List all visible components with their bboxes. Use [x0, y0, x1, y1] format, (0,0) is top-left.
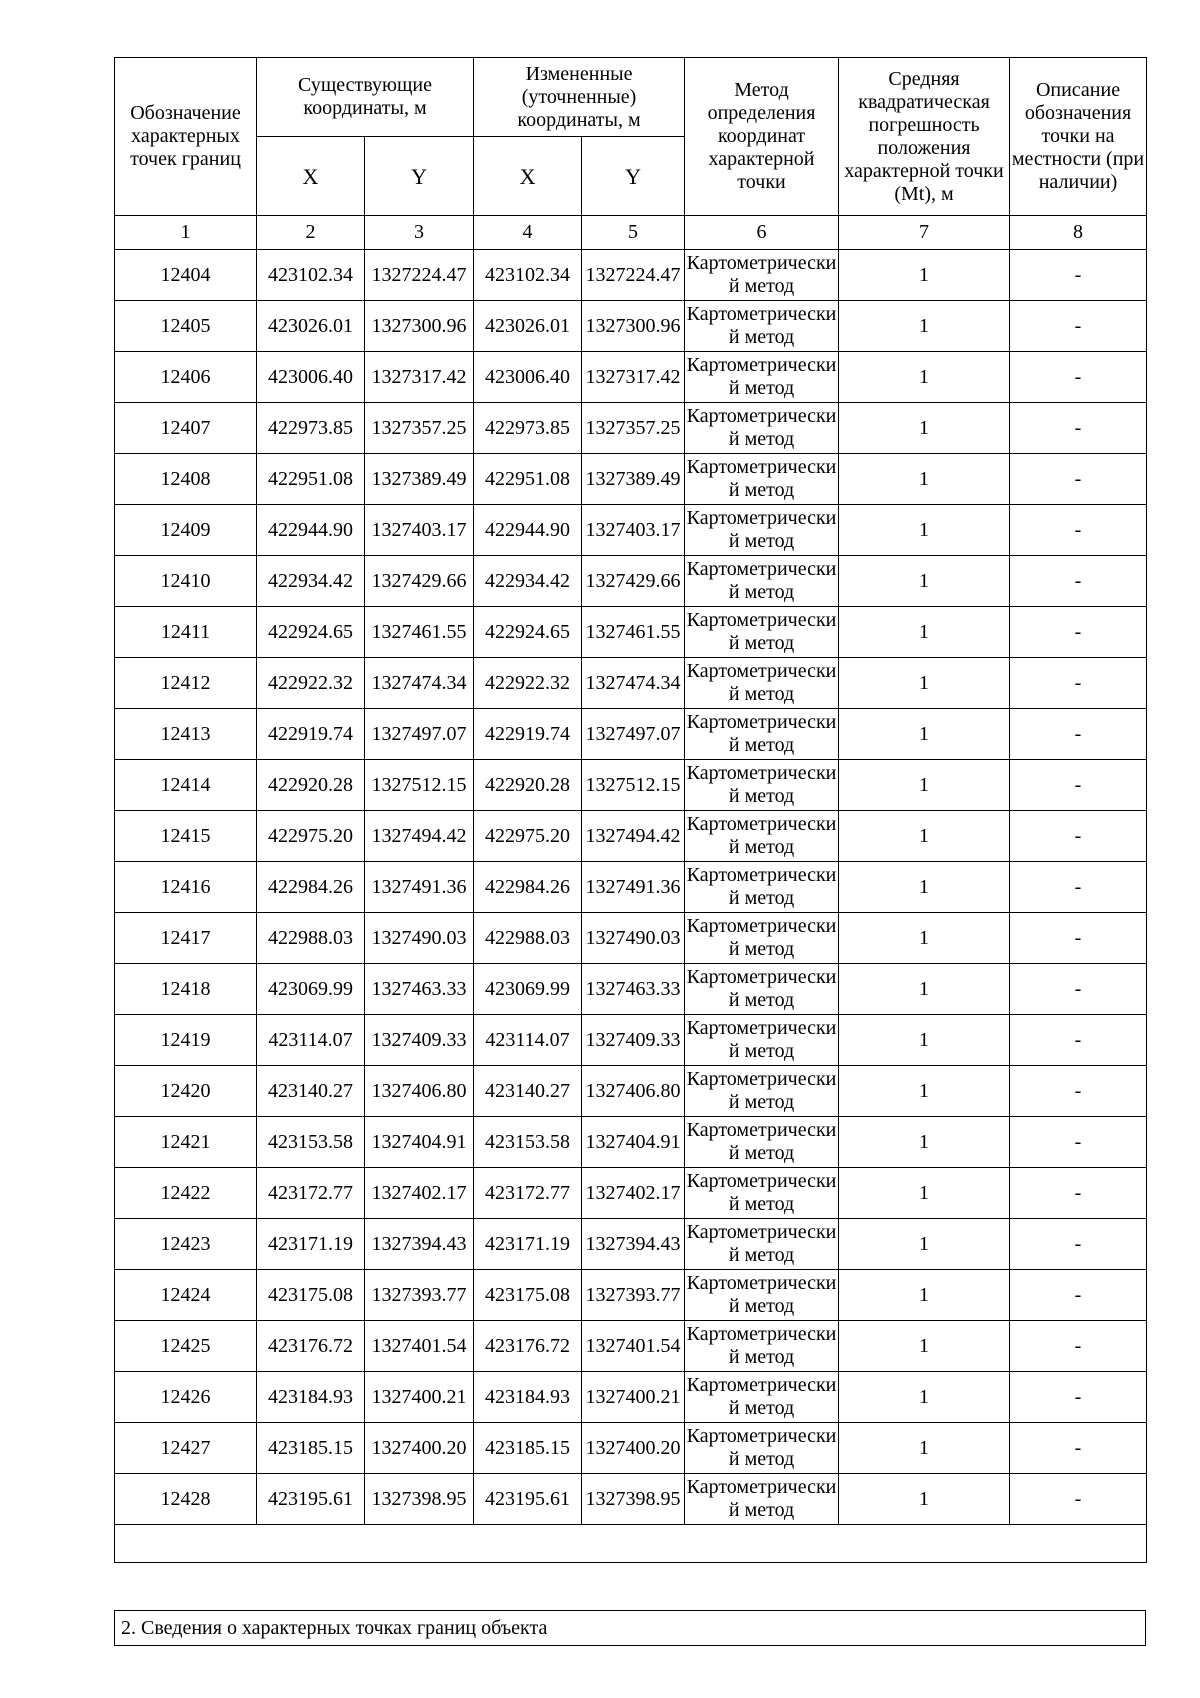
- table-row: [115, 1168, 1147, 1219]
- description-cell: -: [1010, 454, 1147, 505]
- existing-x-cell: 423102.34: [257, 250, 365, 301]
- existing-y-cell: 1327357.25: [365, 403, 474, 454]
- point-id-cell: 12426: [115, 1372, 257, 1423]
- existing-y-cell: 1327394.43: [365, 1219, 474, 1270]
- point-id-cell: 12412: [115, 658, 257, 709]
- method-cell: Картометрический метод: [685, 1423, 839, 1474]
- method-cell: Картометрический метод: [685, 1015, 839, 1066]
- changed-x-cell: 423102.34: [474, 250, 582, 301]
- header-existing-y: Y: [365, 137, 474, 216]
- existing-y-cell: 1327429.66: [365, 556, 474, 607]
- description-cell: -: [1010, 811, 1147, 862]
- changed-y-cell: 1327400.20: [582, 1423, 685, 1474]
- existing-y-cell: 1327404.91: [365, 1117, 474, 1168]
- table-row: [115, 760, 1147, 811]
- existing-x-cell: 423114.07: [257, 1015, 365, 1066]
- changed-x-cell: 422975.20: [474, 811, 582, 862]
- changed-x-cell: 422920.28: [474, 760, 582, 811]
- existing-y-cell: 1327491.36: [365, 862, 474, 913]
- method-cell: Картометрический метод: [685, 760, 839, 811]
- changed-y-cell: 1327400.21: [582, 1372, 685, 1423]
- changed-x-cell: 423171.19: [474, 1219, 582, 1270]
- existing-y-cell: 1327494.42: [365, 811, 474, 862]
- changed-x-cell: 422944.90: [474, 505, 582, 556]
- header-existing-x: X: [257, 137, 365, 216]
- changed-y-cell: 1327429.66: [582, 556, 685, 607]
- table-row: [115, 1219, 1147, 1270]
- description-cell: -: [1010, 1321, 1147, 1372]
- changed-x-cell: 422973.85: [474, 403, 582, 454]
- method-cell: Картометрический метод: [685, 556, 839, 607]
- point-id-cell: 12407: [115, 403, 257, 454]
- description-cell: -: [1010, 1372, 1147, 1423]
- changed-x-cell: 422984.26: [474, 862, 582, 913]
- description-cell: -: [1010, 1015, 1147, 1066]
- accuracy-cell: 1: [839, 811, 1010, 862]
- changed-y-cell: 1327491.36: [582, 862, 685, 913]
- existing-x-cell: 422944.90: [257, 505, 365, 556]
- table-row: [115, 1474, 1147, 1525]
- existing-y-cell: 1327512.15: [365, 760, 474, 811]
- existing-y-cell: 1327400.21: [365, 1372, 474, 1423]
- existing-x-cell: 422951.08: [257, 454, 365, 505]
- point-id-cell: 12425: [115, 1321, 257, 1372]
- point-id-cell: 12419: [115, 1015, 257, 1066]
- method-cell: Картометрический метод: [685, 913, 839, 964]
- point-id-cell: 12414: [115, 760, 257, 811]
- table-row: [115, 1321, 1147, 1372]
- changed-x-cell: 423006.40: [474, 352, 582, 403]
- method-cell: Картометрический метод: [685, 1117, 839, 1168]
- table-row: [115, 913, 1147, 964]
- column-number: 1: [115, 216, 257, 250]
- point-id-cell: 12423: [115, 1219, 257, 1270]
- changed-x-cell: 423153.58: [474, 1117, 582, 1168]
- description-cell: -: [1010, 862, 1147, 913]
- accuracy-cell: 1: [839, 505, 1010, 556]
- existing-y-cell: 1327224.47: [365, 250, 474, 301]
- description-cell: -: [1010, 1117, 1147, 1168]
- changed-x-cell: 423195.61: [474, 1474, 582, 1525]
- existing-x-cell: 423069.99: [257, 964, 365, 1015]
- method-cell: Картометрический метод: [685, 1372, 839, 1423]
- existing-y-cell: 1327400.20: [365, 1423, 474, 1474]
- point-id-cell: 12417: [115, 913, 257, 964]
- existing-y-cell: 1327393.77: [365, 1270, 474, 1321]
- accuracy-cell: 1: [839, 1270, 1010, 1321]
- table-row: [115, 1066, 1147, 1117]
- changed-y-cell: 1327401.54: [582, 1321, 685, 1372]
- header-point-designation: Обозначение характерных точек границ: [115, 58, 257, 216]
- existing-x-cell: 422988.03: [257, 913, 365, 964]
- method-cell: Картометрический метод: [685, 301, 839, 352]
- header-changed-y: Y: [582, 137, 685, 216]
- description-cell: -: [1010, 250, 1147, 301]
- accuracy-cell: 1: [839, 1423, 1010, 1474]
- description-cell: -: [1010, 1423, 1147, 1474]
- existing-y-cell: 1327317.42: [365, 352, 474, 403]
- table-row: [115, 1372, 1147, 1423]
- column-number: 2: [257, 216, 365, 250]
- changed-x-cell: 422922.32: [474, 658, 582, 709]
- existing-y-cell: 1327389.49: [365, 454, 474, 505]
- existing-x-cell: 423176.72: [257, 1321, 365, 1372]
- table-row: [115, 403, 1147, 454]
- existing-x-cell: 423175.08: [257, 1270, 365, 1321]
- table-row: [115, 607, 1147, 658]
- point-id-cell: 12421: [115, 1117, 257, 1168]
- changed-y-cell: 1327463.33: [582, 964, 685, 1015]
- existing-y-cell: 1327406.80: [365, 1066, 474, 1117]
- existing-y-cell: 1327474.34: [365, 658, 474, 709]
- method-cell: Картометрический метод: [685, 1474, 839, 1525]
- accuracy-cell: 1: [839, 1474, 1010, 1525]
- changed-x-cell: 422924.65: [474, 607, 582, 658]
- changed-y-cell: 1327474.34: [582, 658, 685, 709]
- column-number: 8: [1010, 216, 1147, 250]
- point-id-cell: 12413: [115, 709, 257, 760]
- column-number: 7: [839, 216, 1010, 250]
- empty-cell: [115, 1525, 1147, 1563]
- description-cell: -: [1010, 403, 1147, 454]
- accuracy-cell: 1: [839, 760, 1010, 811]
- method-cell: Картометрический метод: [685, 658, 839, 709]
- description-cell: -: [1010, 1066, 1147, 1117]
- existing-y-cell: 1327402.17: [365, 1168, 474, 1219]
- changed-y-cell: 1327404.91: [582, 1117, 685, 1168]
- description-cell: -: [1010, 1270, 1147, 1321]
- changed-x-cell: 423176.72: [474, 1321, 582, 1372]
- existing-y-cell: 1327398.95: [365, 1474, 474, 1525]
- changed-y-cell: 1327409.33: [582, 1015, 685, 1066]
- existing-y-cell: 1327409.33: [365, 1015, 474, 1066]
- method-cell: Картометрический метод: [685, 454, 839, 505]
- table-body: [115, 250, 1147, 1525]
- method-cell: Картометрический метод: [685, 1270, 839, 1321]
- method-cell: Картометрический метод: [685, 862, 839, 913]
- point-id-cell: 12420: [115, 1066, 257, 1117]
- table-row: [115, 862, 1147, 913]
- accuracy-cell: 1: [839, 301, 1010, 352]
- accuracy-cell: 1: [839, 1066, 1010, 1117]
- accuracy-cell: 1: [839, 1168, 1010, 1219]
- method-cell: Картометрический метод: [685, 1219, 839, 1270]
- method-cell: Картометрический метод: [685, 964, 839, 1015]
- column-number: 3: [365, 216, 474, 250]
- existing-x-cell: 423153.58: [257, 1117, 365, 1168]
- existing-y-cell: 1327497.07: [365, 709, 474, 760]
- table-row: [115, 964, 1147, 1015]
- changed-x-cell: 423175.08: [474, 1270, 582, 1321]
- changed-x-cell: 422934.42: [474, 556, 582, 607]
- accuracy-cell: 1: [839, 1219, 1010, 1270]
- table-row: [115, 352, 1147, 403]
- table-row: [115, 505, 1147, 556]
- point-id-cell: 12406: [115, 352, 257, 403]
- changed-x-cell: 422951.08: [474, 454, 582, 505]
- changed-y-cell: 1327497.07: [582, 709, 685, 760]
- existing-y-cell: 1327490.03: [365, 913, 474, 964]
- accuracy-cell: 1: [839, 1372, 1010, 1423]
- changed-x-cell: 423185.15: [474, 1423, 582, 1474]
- changed-y-cell: 1327357.25: [582, 403, 685, 454]
- method-cell: Картометрический метод: [685, 1066, 839, 1117]
- changed-x-cell: 423114.07: [474, 1015, 582, 1066]
- accuracy-cell: 1: [839, 964, 1010, 1015]
- existing-x-cell: 422920.28: [257, 760, 365, 811]
- existing-y-cell: 1327401.54: [365, 1321, 474, 1372]
- changed-x-cell: 422988.03: [474, 913, 582, 964]
- existing-x-cell: 422973.85: [257, 403, 365, 454]
- accuracy-cell: 1: [839, 403, 1010, 454]
- point-id-cell: 12409: [115, 505, 257, 556]
- boundary-points-table: [114, 57, 1147, 1563]
- description-cell: -: [1010, 760, 1147, 811]
- accuracy-cell: 1: [839, 1321, 1010, 1372]
- point-id-cell: 12405: [115, 301, 257, 352]
- column-number: 5: [582, 216, 685, 250]
- table-row: [115, 1423, 1147, 1474]
- method-cell: Картометрический метод: [685, 250, 839, 301]
- method-cell: Картометрический метод: [685, 505, 839, 556]
- method-cell: Картометрический метод: [685, 811, 839, 862]
- header-method: Метод определения координат характерной точки: [685, 58, 839, 216]
- point-id-cell: 12415: [115, 811, 257, 862]
- existing-x-cell: 422919.74: [257, 709, 365, 760]
- accuracy-cell: 1: [839, 1015, 1010, 1066]
- changed-y-cell: 1327300.96: [582, 301, 685, 352]
- existing-x-cell: 423195.61: [257, 1474, 365, 1525]
- changed-x-cell: 423140.27: [474, 1066, 582, 1117]
- accuracy-cell: 1: [839, 556, 1010, 607]
- accuracy-cell: 1: [839, 913, 1010, 964]
- table-empty-row: [115, 1525, 1147, 1563]
- method-cell: Картометрический метод: [685, 1168, 839, 1219]
- description-cell: -: [1010, 352, 1147, 403]
- table-row: [115, 1270, 1147, 1321]
- accuracy-cell: 1: [839, 352, 1010, 403]
- table-row: [115, 250, 1147, 301]
- changed-y-cell: 1327406.80: [582, 1066, 685, 1117]
- existing-x-cell: 423171.19: [257, 1219, 365, 1270]
- existing-x-cell: 423026.01: [257, 301, 365, 352]
- section-heading: 2. Сведения о характерных точках границ объекта: [114, 1610, 1146, 1646]
- accuracy-cell: 1: [839, 658, 1010, 709]
- changed-y-cell: 1327403.17: [582, 505, 685, 556]
- table-row: [115, 709, 1147, 760]
- changed-x-cell: 422919.74: [474, 709, 582, 760]
- point-id-cell: 12408: [115, 454, 257, 505]
- existing-x-cell: 422934.42: [257, 556, 365, 607]
- point-id-cell: 12416: [115, 862, 257, 913]
- changed-y-cell: 1327402.17: [582, 1168, 685, 1219]
- description-cell: -: [1010, 1219, 1147, 1270]
- point-id-cell: 12424: [115, 1270, 257, 1321]
- description-cell: -: [1010, 913, 1147, 964]
- description-cell: -: [1010, 1168, 1147, 1219]
- point-id-cell: 12418: [115, 964, 257, 1015]
- accuracy-cell: 1: [839, 454, 1010, 505]
- existing-y-cell: 1327300.96: [365, 301, 474, 352]
- table-row: [115, 811, 1147, 862]
- accuracy-cell: 1: [839, 862, 1010, 913]
- existing-x-cell: 423140.27: [257, 1066, 365, 1117]
- header-description: Описание обозначения точки на местности (при наличии): [1010, 58, 1147, 216]
- method-cell: Картометрический метод: [685, 352, 839, 403]
- point-id-cell: 12410: [115, 556, 257, 607]
- description-cell: -: [1010, 505, 1147, 556]
- point-id-cell: 12428: [115, 1474, 257, 1525]
- header-changed-x: X: [474, 137, 582, 216]
- changed-x-cell: 423026.01: [474, 301, 582, 352]
- table-row: [115, 658, 1147, 709]
- existing-x-cell: 423185.15: [257, 1423, 365, 1474]
- changed-y-cell: 1327461.55: [582, 607, 685, 658]
- point-id-cell: 12422: [115, 1168, 257, 1219]
- method-cell: Картометрический метод: [685, 403, 839, 454]
- header-existing-coordinates: Существующие координаты, м: [257, 58, 474, 137]
- point-id-cell: 12404: [115, 250, 257, 301]
- description-cell: -: [1010, 556, 1147, 607]
- existing-x-cell: 422984.26: [257, 862, 365, 913]
- description-cell: -: [1010, 607, 1147, 658]
- column-number: 6: [685, 216, 839, 250]
- accuracy-cell: 1: [839, 709, 1010, 760]
- header-changed-coordinates: Измененные (уточненные) координаты, м: [474, 58, 685, 137]
- changed-y-cell: 1327394.43: [582, 1219, 685, 1270]
- method-cell: Картометрический метод: [685, 709, 839, 760]
- description-cell: -: [1010, 1474, 1147, 1525]
- changed-x-cell: 423184.93: [474, 1372, 582, 1423]
- changed-y-cell: 1327398.95: [582, 1474, 685, 1525]
- method-cell: Картометрический метод: [685, 1321, 839, 1372]
- existing-y-cell: 1327461.55: [365, 607, 474, 658]
- table-row: [115, 1117, 1147, 1168]
- existing-y-cell: 1327403.17: [365, 505, 474, 556]
- changed-y-cell: 1327490.03: [582, 913, 685, 964]
- existing-x-cell: 422922.32: [257, 658, 365, 709]
- header-accuracy: Средняя квадратическая погрешность положения характерной точки (Mt), м: [839, 58, 1010, 216]
- description-cell: -: [1010, 964, 1147, 1015]
- point-id-cell: 12427: [115, 1423, 257, 1474]
- changed-y-cell: 1327317.42: [582, 352, 685, 403]
- table-row: [115, 1015, 1147, 1066]
- point-id-cell: 12411: [115, 607, 257, 658]
- column-number: 4: [474, 216, 582, 250]
- changed-y-cell: 1327393.77: [582, 1270, 685, 1321]
- existing-x-cell: 423172.77: [257, 1168, 365, 1219]
- table-row: [115, 301, 1147, 352]
- changed-y-cell: 1327512.15: [582, 760, 685, 811]
- accuracy-cell: 1: [839, 250, 1010, 301]
- accuracy-cell: 1: [839, 1117, 1010, 1168]
- existing-x-cell: 423184.93: [257, 1372, 365, 1423]
- column-number-row: [115, 216, 1147, 250]
- accuracy-cell: 1: [839, 607, 1010, 658]
- table-row: [115, 454, 1147, 505]
- existing-y-cell: 1327463.33: [365, 964, 474, 1015]
- changed-y-cell: 1327224.47: [582, 250, 685, 301]
- method-cell: Картометрический метод: [685, 607, 839, 658]
- existing-x-cell: 422975.20: [257, 811, 365, 862]
- description-cell: -: [1010, 709, 1147, 760]
- changed-y-cell: 1327494.42: [582, 811, 685, 862]
- changed-x-cell: 423172.77: [474, 1168, 582, 1219]
- existing-x-cell: 422924.65: [257, 607, 365, 658]
- description-cell: -: [1010, 658, 1147, 709]
- existing-x-cell: 423006.40: [257, 352, 365, 403]
- changed-x-cell: 423069.99: [474, 964, 582, 1015]
- changed-y-cell: 1327389.49: [582, 454, 685, 505]
- table-row: [115, 556, 1147, 607]
- description-cell: -: [1010, 301, 1147, 352]
